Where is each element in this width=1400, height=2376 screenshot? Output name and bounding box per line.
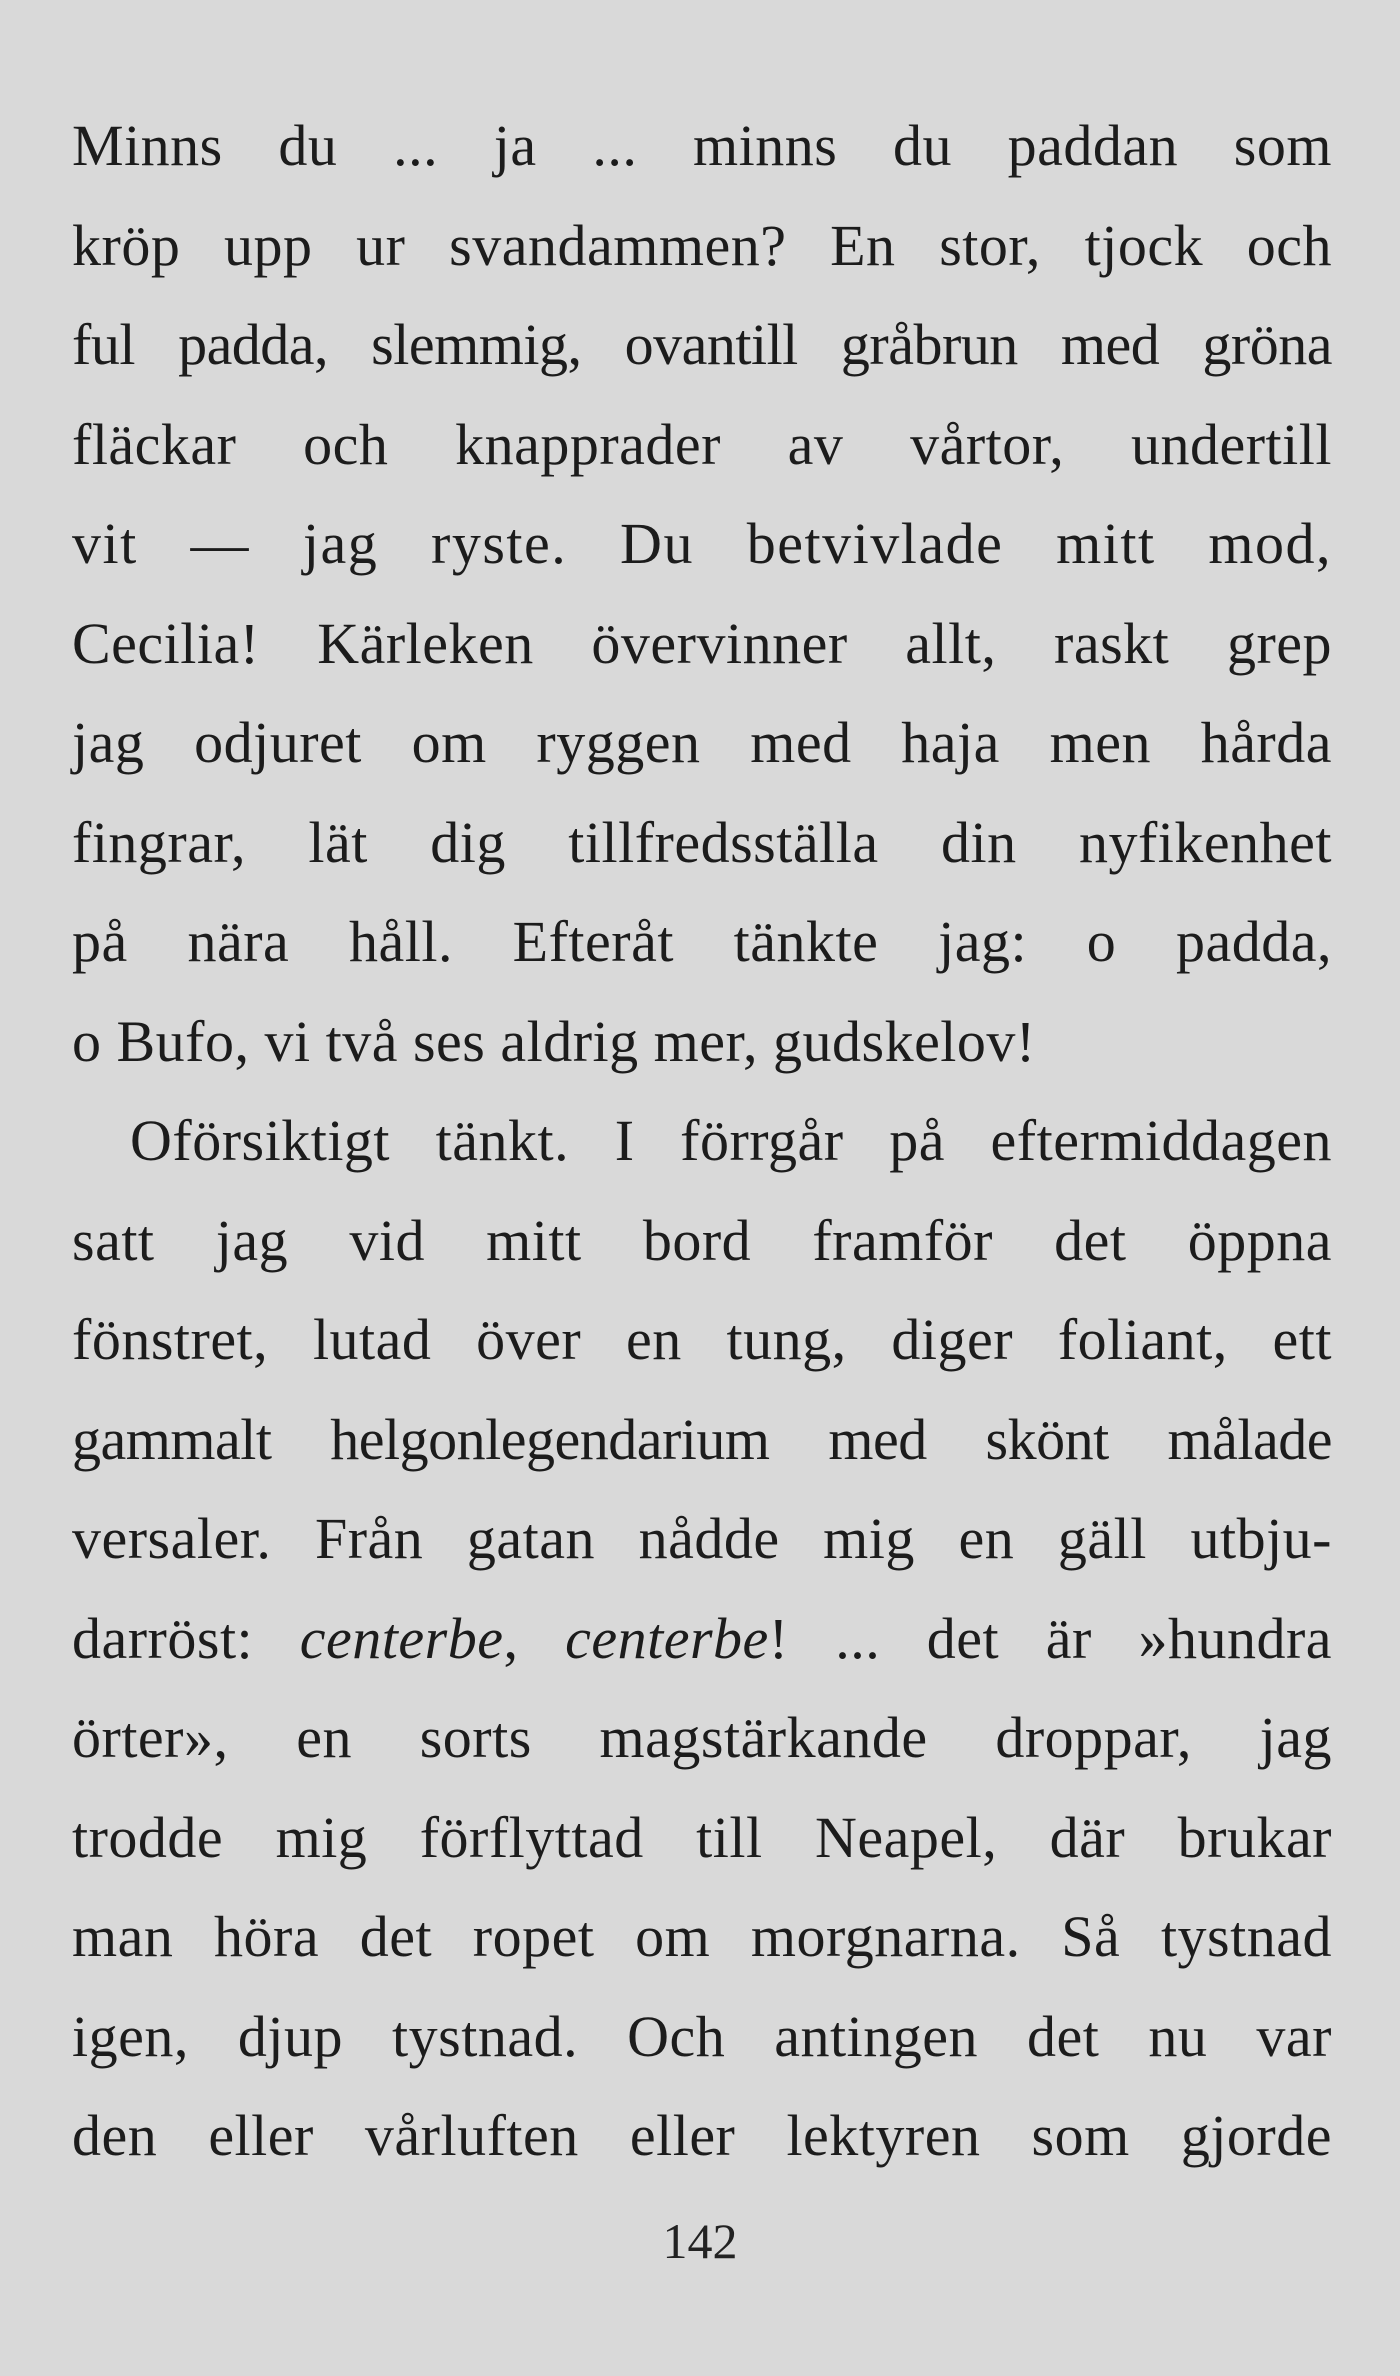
text-line: igen, djup tystnad. Och antingen det nu var <box>72 2003 1332 2069</box>
text-line: jag odjuret om ryggen med haja men hårda <box>72 710 1332 775</box>
text-line: Minns du ... ja ... minns du paddan som <box>72 113 1332 178</box>
body-text <box>72 96 1332 2186</box>
text-line: fönstret, lutad över en tung, diger foliant, ett <box>72 1307 1332 1372</box>
text-line: fingrar, lät dig tillfredsställa din nyfikenhet <box>72 809 1332 875</box>
text-line: satt jag vid mitt bord framför det öppna <box>72 1207 1332 1273</box>
text-line-with-italics <box>72 1589 1332 1689</box>
text-line: Cecilia! Kärleken övervinner allt, raskt grep <box>72 610 1332 676</box>
text-segment: ! ... det är »hundra <box>768 1605 1333 1671</box>
text-line: ful padda, slemmig, ovantill gråbrun med gröna <box>72 312 1332 377</box>
text-line-paragraph-start: Oförsiktigt tänkt. I förrgår på eftermiddagen <box>130 1108 1332 1173</box>
text-line: på nära håll. Efteråt tänkte jag: o padda, <box>72 909 1332 974</box>
text-line: vit — jag ryste. Du betvivlade mitt mod, <box>72 511 1332 576</box>
text-segment: darröst: <box>72 1605 300 1671</box>
text-line: örter», en sorts magstärkande droppar, jag <box>72 1705 1332 1770</box>
italic-word: centerbe <box>299 1605 504 1671</box>
text-line: o Bufo, vi två ses aldrig mer, gudskelov! <box>72 1008 1036 1074</box>
text-line: man höra det ropet om morgnarna. Så tystnad <box>72 1904 1332 1969</box>
text-segment: , <box>503 1605 566 1671</box>
text-line: versaler. Från gatan nådde mig en gäll utbju- <box>72 1506 1332 1571</box>
text-line: gammalt helgonlegendarium med skönt målade <box>72 1406 1332 1472</box>
italic-word: centerbe <box>565 1605 769 1671</box>
page-number: 142 <box>662 2213 738 2269</box>
text-line: den eller vårluften eller lektyren som gjorde <box>72 2103 1332 2168</box>
text-line: fläckar och knapprader av vårtor, undertill <box>72 411 1332 477</box>
text-line: trodde mig förflyttad till Neapel, där brukar <box>72 1804 1332 1870</box>
text-line: kröp upp ur svandammen? En stor, tjock och <box>72 212 1332 278</box>
